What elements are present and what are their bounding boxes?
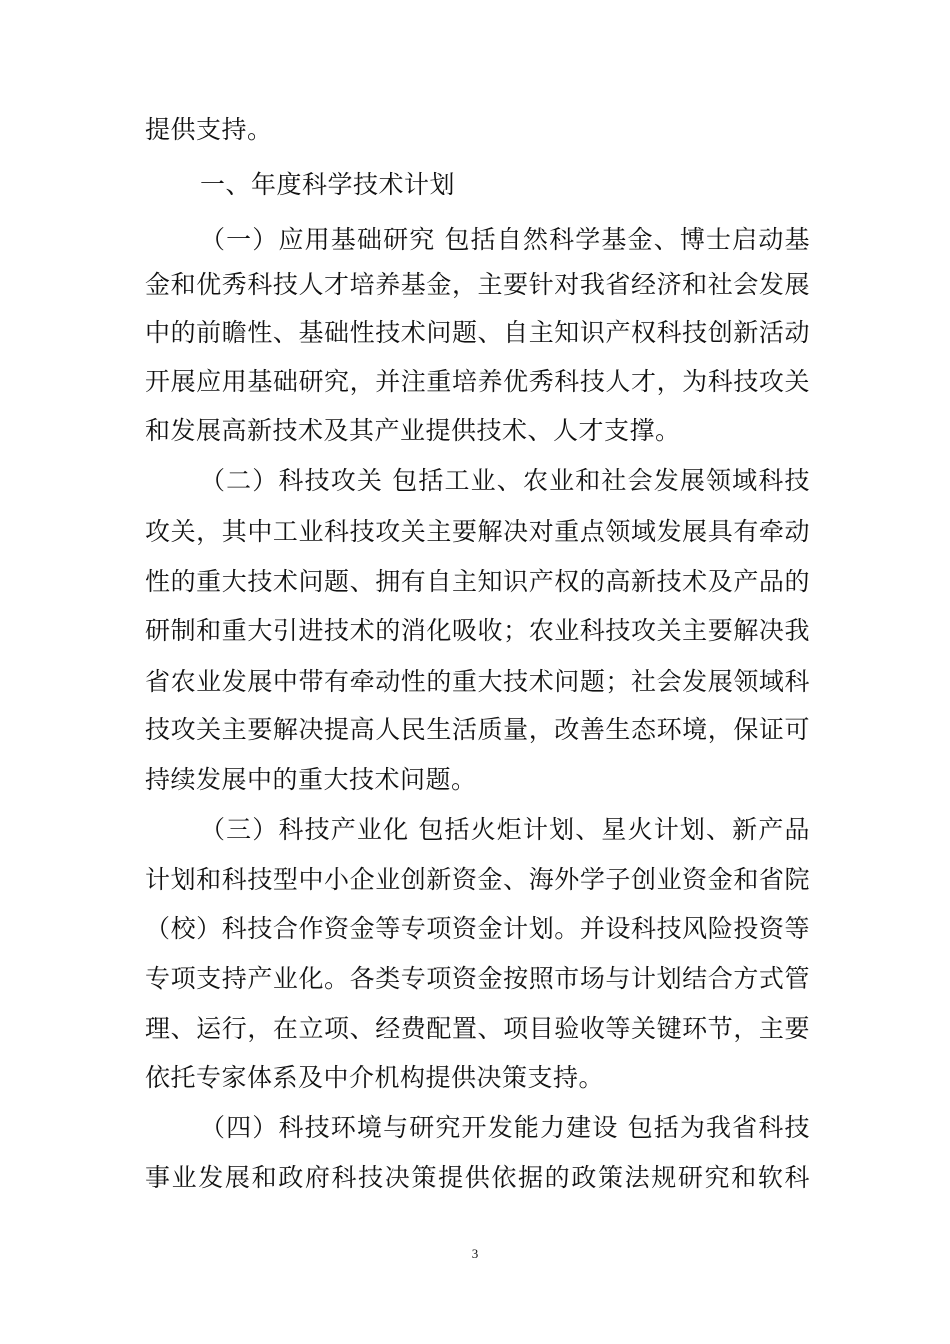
paragraph-line: （三）科技产业化 包括火炬计划、星火计划、新产品 <box>200 815 810 844</box>
paragraph-line: 开展应用基础研究，并注重培养优秀科技人才，为科技攻关 <box>145 367 810 396</box>
paragraph-line: 持续发展中的重大技术问题。 <box>145 765 477 794</box>
paragraph-line: 性的重大技术问题、拥有自主知识产权的高新技术及产品的 <box>145 567 810 596</box>
paragraph-line: 理、运行，在立项、经费配置、项目验收等关键环节，主要 <box>145 1014 810 1043</box>
paragraph-line: 计划和科技型中小企业创新资金、海外学子创业资金和省院 <box>145 865 810 894</box>
paragraph-line: 技攻关主要解决提高人民生活质量，改善生态环境，保证可 <box>145 715 810 744</box>
paragraph-line: 金和优秀科技人才培养基金，主要针对我省经济和社会发展 <box>145 270 810 299</box>
paragraph-line: （四）科技环境与研究开发能力建设 包括为我省科技 <box>200 1113 810 1142</box>
page-number: 3 <box>471 1246 479 1261</box>
paragraph-line: （校）科技合作资金等专项资金计划。并设科技风险投资等 <box>145 914 810 943</box>
paragraph-line: 攻关，其中工业科技攻关主要解决对重点领域发展具有牵动 <box>145 517 810 546</box>
paragraph-line: （一）应用基础研究 包括自然科学基金、博士启动基 <box>200 225 810 254</box>
paragraph-line: 省农业发展中带有牵动性的重大技术问题；社会发展领域科 <box>145 667 810 696</box>
paragraph-line: （二）科技攻关 包括工业、农业和社会发展领域科技 <box>200 466 810 495</box>
paragraph-line: 事业发展和政府科技决策提供依据的政策法规研究和软科 <box>145 1163 810 1192</box>
paragraph-line: 研制和重大引进技术的消化吸收；农业科技攻关主要解决我 <box>145 616 810 645</box>
paragraph-line: 专项支持产业化。各类专项资金按照市场与计划结合方式管 <box>145 964 810 993</box>
paragraph-line: 提供支持。 <box>145 115 273 144</box>
paragraph-line: 中的前瞻性、基础性技术问题、自主知识产权科技创新活动 <box>145 318 810 347</box>
paragraph-line: 和发展高新技术及其产业提供技术、人才支撑。 <box>145 416 681 445</box>
section-heading: 一、年度科学技术计划 <box>200 170 456 199</box>
paragraph-line: 依托专家体系及中介机构提供决策支持。 <box>145 1063 605 1092</box>
